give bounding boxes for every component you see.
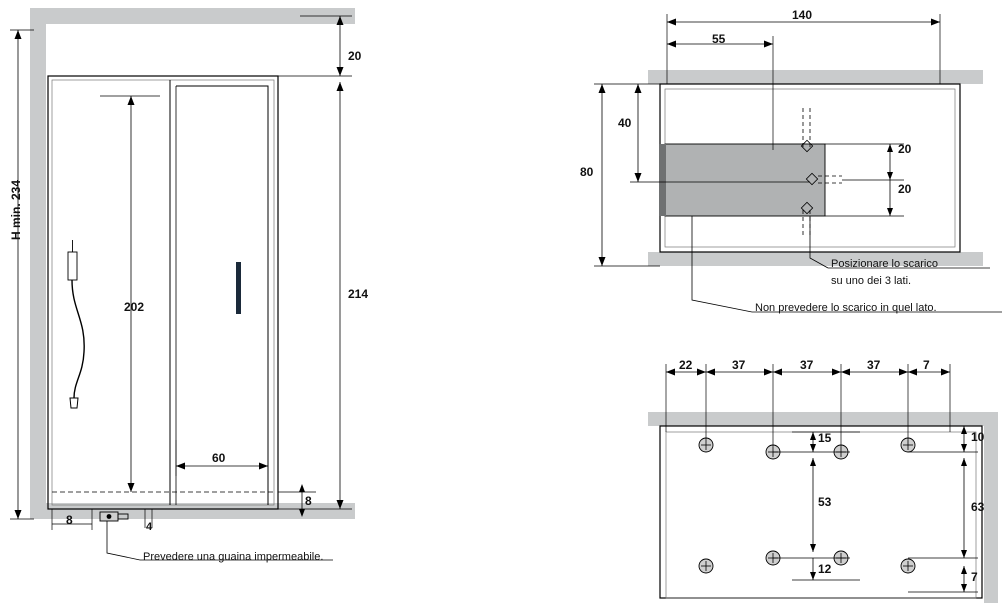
dim-fix-bottom-offset: 7 <box>971 570 978 584</box>
dim-door-height: 202 <box>124 300 145 314</box>
top-plan-lines <box>560 0 1002 340</box>
dim-plan-depth: 80 <box>580 165 594 179</box>
dim-drain-lower: 20 <box>898 182 912 196</box>
bottom-plan-group <box>560 340 1002 603</box>
dim-h-min: H min. 234 <box>9 179 23 240</box>
dim-fix-top-offset: 10 <box>971 430 985 444</box>
dim-overall-height: 214 <box>348 287 369 301</box>
dim-plan-overall-width: 140 <box>792 8 813 22</box>
dim-fix-c: 37 <box>800 358 814 372</box>
dim-plan-inner-width: 55 <box>712 32 726 46</box>
dim-fix-inner-vertical: 53 <box>818 495 832 509</box>
note-waterproof: Prevedere una guaina impermeabile. <box>143 551 324 563</box>
dim-drain-offset: 4 <box>146 521 153 533</box>
dim-door-width: 60 <box>212 451 226 465</box>
dim-fix-a: 22 <box>679 358 693 372</box>
note-no-drain: Non prevedere lo scarico in quel lato. <box>755 302 937 314</box>
dim-fix-e: 7 <box>923 358 930 372</box>
top-plan-group <box>560 0 1002 340</box>
dim-base-right: 8 <box>305 494 312 508</box>
dim-fix-d: 37 <box>867 358 881 372</box>
note-drain-position-line2: su uno dei 3 lati. <box>831 275 912 287</box>
dim-fix-inner-top: 15 <box>818 431 832 445</box>
dim-fix-inner-bottom: 12 <box>818 562 832 576</box>
dim-fix-b: 37 <box>732 358 746 372</box>
note-drain-position-line1: Posizionare lo scarico <box>831 258 938 270</box>
dim-plan-inner-depth: 40 <box>618 116 632 130</box>
left-elevation-group <box>0 0 400 603</box>
dim-base-left: 8 <box>66 513 73 527</box>
dim-fix-side-height: 63 <box>971 500 985 514</box>
elevation-lines <box>0 0 400 603</box>
dim-top-gap: 20 <box>348 49 362 63</box>
dim-drain-upper: 20 <box>898 142 912 156</box>
fixing-plan-lines <box>560 340 1002 603</box>
